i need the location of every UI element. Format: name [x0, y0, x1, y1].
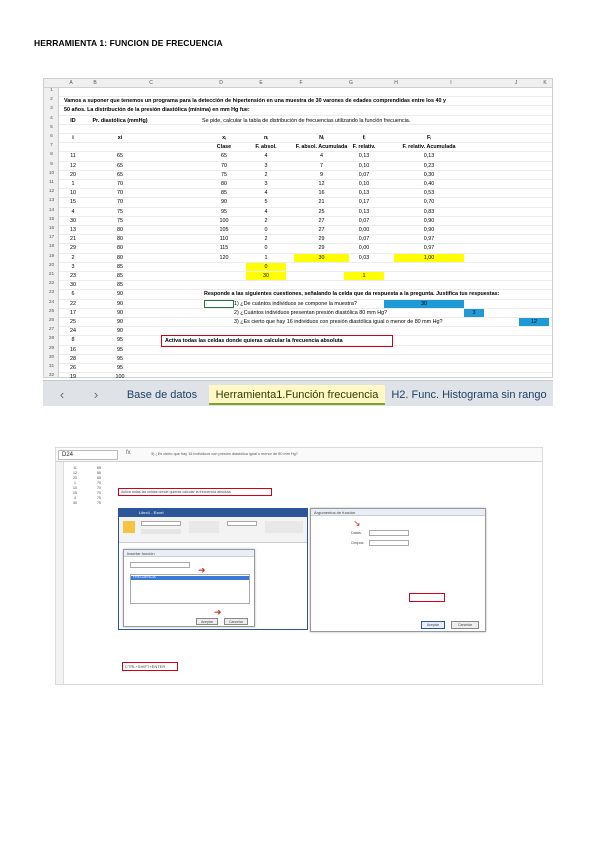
- spreadsheet: [43, 78, 553, 381]
- arrow-marker-icon: ↘: [353, 518, 361, 528]
- tab-base-de-datos[interactable]: Base de datos: [126, 389, 198, 401]
- mini-id-cell: 15: [73, 491, 77, 495]
- freq-table-cell[interactable]: 0: [264, 227, 268, 233]
- freq-table-cell[interactable]: 0,13: [358, 153, 370, 160]
- freq-table-cell[interactable]: 4: [264, 208, 268, 215]
- note-box: [161, 335, 393, 347]
- data-value-cell[interactable]: 95: [117, 337, 123, 344]
- dialog-title: Insertar función: [124, 550, 254, 557]
- freq-table-cell[interactable]: 0,13: [358, 190, 370, 197]
- column-header[interactable]: C: [149, 80, 153, 86]
- data-id-cell[interactable]: 16: [70, 346, 76, 353]
- column-header[interactable]: J: [514, 80, 518, 86]
- freq-table-cell[interactable]: 0,90: [423, 227, 435, 233]
- font-style-buttons[interactable]: [141, 529, 181, 534]
- column-header-bar: [44, 79, 552, 88]
- freq-table-cell[interactable]: 115: [219, 245, 229, 252]
- data-value-cell[interactable]: 90: [117, 300, 123, 307]
- freq-table-cell[interactable]: 4: [264, 153, 268, 160]
- freq-symbol-header: Fᵢ: [426, 135, 432, 141]
- column-header[interactable]: I: [450, 80, 452, 86]
- column-header[interactable]: H: [394, 80, 398, 86]
- freq-table-cell[interactable]: 4: [320, 153, 323, 160]
- mini-id-cell: 1: [74, 481, 76, 485]
- mini-value-cell: 70: [97, 481, 101, 485]
- row-header[interactable]: 13: [48, 198, 55, 204]
- ok-button-2[interactable]: Aceptar: [421, 621, 445, 629]
- freq-table-cell[interactable]: [344, 263, 384, 271]
- freq-table-cell[interactable]: 0,00: [358, 245, 370, 252]
- freq-table-cell[interactable]: 90: [221, 199, 227, 206]
- excel-screenshot-2: [55, 447, 543, 685]
- row-header[interactable]: 16: [48, 226, 55, 231]
- data-id-cell[interactable]: 17: [70, 309, 76, 316]
- column-header[interactable]: G: [349, 80, 353, 86]
- row-header[interactable]: 24: [48, 299, 55, 305]
- data-value-cell[interactable]: 90: [117, 328, 123, 335]
- row-header[interactable]: 6: [50, 134, 53, 139]
- row-header[interactable]: 25: [48, 308, 55, 314]
- data-id-cell[interactable]: 2: [71, 254, 75, 261]
- row-header[interactable]: 32: [48, 373, 55, 379]
- data-value-cell[interactable]: 65: [117, 171, 123, 178]
- row-header[interactable]: 4: [50, 115, 53, 121]
- freq-table-cell[interactable]: 27: [318, 217, 325, 224]
- freq-table-cell[interactable]: 27: [318, 227, 325, 233]
- data-id-cell[interactable]: 13: [70, 227, 76, 233]
- mini-id-cell: 20: [73, 476, 77, 480]
- data-id-cell[interactable]: 30: [70, 282, 76, 289]
- data-id-cell[interactable]: 1: [71, 181, 75, 187]
- data-id-cell[interactable]: 6: [71, 291, 75, 298]
- freq-table-cell[interactable]: 0,10: [358, 181, 370, 187]
- freq-table-cell[interactable]: 0,70: [423, 199, 435, 206]
- freq-table-cell[interactable]: 0,53: [423, 190, 435, 197]
- number-format-select[interactable]: [227, 521, 257, 526]
- data-id-cell[interactable]: 28: [70, 355, 76, 362]
- data-id-cell[interactable]: 20: [70, 171, 76, 178]
- freq-table-cell[interactable]: 0,07: [358, 236, 370, 243]
- row-header[interactable]: 23: [48, 290, 55, 296]
- mini-value-cell: 70: [97, 486, 101, 490]
- freq-column-label: Clase: [216, 144, 232, 151]
- cancel-button-1[interactable]: Cancelar: [224, 618, 248, 625]
- mini-value-cell: 75: [97, 496, 101, 500]
- freq-table-cell[interactable]: 4: [264, 190, 268, 197]
- window-title: Libro1 - Excel: [119, 509, 307, 517]
- data-value-cell[interactable]: 70: [117, 190, 123, 197]
- row-header[interactable]: 15: [48, 216, 55, 222]
- question-text: 2) ¿Cuántos individuos presentan presión diastólica 80 mm Hg?: [234, 309, 388, 316]
- freq-column-label: F. absol. Acumulada: [295, 144, 348, 151]
- row-header[interactable]: 14: [48, 207, 55, 213]
- freq-symbol-header: fᵢ: [362, 135, 366, 141]
- data-id-cell[interactable]: 24: [70, 328, 76, 335]
- tab-h2-histograma[interactable]: H2. Func. Histograma sin rango: [391, 389, 547, 401]
- data-value-cell[interactable]: 65: [117, 162, 123, 169]
- row-header[interactable]: 21: [48, 272, 55, 277]
- data-value-cell[interactable]: 80: [117, 245, 123, 252]
- mini-value-cell: 65: [97, 471, 101, 475]
- row-header[interactable]: 20: [48, 262, 55, 268]
- freq-table-cell[interactable]: 70: [221, 162, 227, 169]
- freq-table-cell[interactable]: [294, 263, 349, 271]
- header-i: i: [72, 135, 74, 141]
- field-label-datos: Datos: [351, 531, 361, 535]
- result-red-box: [409, 593, 445, 602]
- freq-table-cell[interactable]: 0,03: [358, 254, 370, 261]
- mini-data-columns: [66, 466, 126, 516]
- freq-table-cell[interactable]: 0,40: [423, 181, 435, 187]
- freq-table-cell[interactable]: 65: [221, 153, 227, 160]
- answer-cell[interactable]: 12: [519, 318, 549, 326]
- sheet-tabs-bar: [43, 380, 553, 406]
- data-value-cell[interactable]: 85: [117, 263, 123, 270]
- data-value-cell[interactable]: 70: [117, 181, 123, 187]
- data-id-cell[interactable]: 25: [70, 319, 76, 325]
- excel-window: [118, 508, 308, 630]
- data-value-cell[interactable]: 85: [117, 273, 123, 279]
- insert-function-dialog: [123, 549, 255, 627]
- freq-table-cell[interactable]: 29: [318, 245, 325, 252]
- freq-table-cell[interactable]: 0,97: [423, 236, 435, 243]
- freq-table-cell[interactable]: 9: [320, 171, 323, 178]
- row-header[interactable]: 27: [48, 327, 55, 333]
- selected-cell-d24[interactable]: [204, 300, 234, 308]
- freq-symbol-header: xᵢ: [222, 135, 226, 141]
- freq-table-cell[interactable]: 105: [219, 227, 229, 233]
- data-id-cell[interactable]: 21: [70, 236, 76, 243]
- tab-prev-button[interactable]: ‹: [59, 387, 65, 402]
- freq-table-cell[interactable]: 0,13: [423, 153, 435, 160]
- function-list[interactable]: FRECUENCIA: [130, 574, 250, 604]
- freq-table-cell[interactable]: 0,90: [423, 217, 435, 224]
- cancel-button-2[interactable]: Cancelar: [451, 621, 479, 629]
- ribbon: [119, 517, 307, 543]
- row-header-bar: [44, 88, 59, 377]
- questions-title: Responde a las siguientes cuestiones, señalando la celda que da respuesta a la pregunta. Justifica tus respuestas:: [204, 291, 500, 298]
- mini-value-cell: 65: [97, 476, 101, 480]
- row-header[interactable]: 10: [48, 170, 55, 176]
- intro-text: Vamos a suponer que tenemos un programa para la detección de hipertensión en una muestra de 30 varones de edades comprendidas entre los 40 y: [64, 98, 446, 105]
- row-header[interactable]: 8: [50, 152, 53, 158]
- freq-table-cell[interactable]: 16: [318, 190, 325, 197]
- freq-column-label: F. relativ. Acumulada: [402, 144, 456, 151]
- column-header[interactable]: A: [69, 80, 73, 86]
- freq-table-cell[interactable]: 2: [264, 217, 268, 224]
- freq-table-cell[interactable]: 0,17: [358, 199, 370, 206]
- function-search-input[interactable]: [130, 562, 190, 568]
- freq-table-cell[interactable]: 0,30: [423, 171, 435, 178]
- freq-symbol-header: nᵢ: [263, 135, 269, 141]
- tab-next-button[interactable]: ›: [93, 387, 99, 402]
- data-id-cell[interactable]: 12: [70, 162, 76, 169]
- font-select[interactable]: [141, 521, 181, 526]
- data-value-cell[interactable]: 65: [117, 153, 123, 160]
- freq-table-cell[interactable]: 0,07: [358, 217, 370, 224]
- data-id-cell[interactable]: 3: [71, 263, 75, 270]
- fx-icon[interactable]: fx: [126, 450, 131, 456]
- data-id-cell[interactable]: 19: [70, 374, 76, 381]
- freq-table-cell[interactable]: 21: [318, 199, 325, 206]
- freq-symbol-header: Nᵢ: [319, 135, 324, 141]
- data-value-cell[interactable]: 70: [117, 199, 123, 206]
- row-header[interactable]: 19: [48, 253, 55, 259]
- data-value-cell[interactable]: 80: [117, 236, 123, 243]
- freq-table-cell[interactable]: 120: [219, 254, 229, 261]
- row-header[interactable]: 29: [48, 345, 55, 351]
- freq-table-cell[interactable]: 0,10: [358, 162, 370, 169]
- answer-cell[interactable]: 30: [384, 300, 464, 308]
- answer-cell[interactable]: 3: [464, 309, 484, 317]
- row-header[interactable]: 5: [50, 124, 53, 130]
- freq-table-cell[interactable]: 12: [318, 181, 325, 187]
- row-header[interactable]: 17: [48, 235, 55, 241]
- data-id-cell[interactable]: 10: [70, 190, 76, 197]
- freq-table-cell[interactable]: 75: [221, 171, 227, 178]
- arrow-marker-icon: ➜: [198, 565, 206, 575]
- row-header[interactable]: 22: [48, 281, 55, 287]
- freq-table-cell[interactable]: 0: [246, 263, 286, 271]
- formula-content: 3) ¿Es cierto que hay 16 individuos con presión diastólica igual o menor de 80 mm Hg?: [151, 452, 298, 456]
- freq-table-cell[interactable]: 5: [264, 199, 268, 206]
- freq-table-cell[interactable]: 95: [221, 208, 227, 215]
- data-id-cell[interactable]: 30: [70, 217, 76, 224]
- row-header[interactable]: 7: [50, 143, 53, 149]
- document-title: HERRAMIENTA 1: FUNCION DE FRECUENCIA: [34, 38, 223, 48]
- mini-value-cell: 75: [97, 501, 101, 505]
- freq-table-cell[interactable]: 110: [219, 236, 229, 243]
- data-id-cell[interactable]: 22: [70, 300, 76, 307]
- row-header[interactable]: 1: [50, 88, 53, 93]
- freq-table-cell[interactable]: 30: [294, 254, 349, 262]
- freq-table-cell[interactable]: 29: [318, 236, 325, 243]
- freq-table-cell[interactable]: 0,97: [423, 245, 435, 252]
- freq-table-cell[interactable]: 25: [318, 208, 325, 215]
- data-id-cell[interactable]: 26: [70, 365, 76, 371]
- arrow-marker-icon: ➜: [214, 607, 222, 617]
- freq-column-label: F. absol.: [255, 144, 277, 151]
- data-id-cell[interactable]: 23: [70, 273, 76, 279]
- mini-id-cell: 10: [73, 486, 77, 490]
- data-value-cell[interactable]: 90: [117, 319, 123, 325]
- data-id-cell[interactable]: 8: [71, 337, 75, 344]
- mini-id-cell: 11: [73, 466, 77, 470]
- ok-button-1[interactable]: Aceptar: [196, 618, 218, 625]
- freq-column-label: F. relativ.: [352, 144, 376, 151]
- intro-text: 50 años. La distribución de la presión diastólica (mínima) en mm Hg fue:: [64, 107, 250, 114]
- data-value-cell[interactable]: 95: [117, 365, 123, 371]
- mini-value-cell: 70: [97, 491, 101, 495]
- header-id: ID: [70, 117, 76, 124]
- data-value-cell[interactable]: 80: [117, 254, 123, 261]
- note-box-small: Activa todas las celdas donde quieras calcular la frecuencia absoluta: [118, 488, 272, 496]
- freq-table-cell[interactable]: [209, 263, 239, 271]
- data-value-cell[interactable]: 100: [115, 374, 125, 381]
- row-header[interactable]: 30: [48, 354, 55, 360]
- freq-table-cell[interactable]: 1: [264, 254, 268, 261]
- paste-icon[interactable]: [123, 521, 135, 533]
- freq-table-cell[interactable]: 0: [264, 245, 268, 252]
- freq-table-cell[interactable]: 7: [320, 162, 323, 169]
- column-header[interactable]: K: [543, 80, 547, 86]
- data-id-cell[interactable]: 29: [70, 245, 76, 252]
- freq-table-cell[interactable]: 3: [264, 181, 268, 187]
- freq-table-cell[interactable]: 0,00: [358, 227, 370, 233]
- freq-table-cell[interactable]: 0,13: [358, 208, 370, 215]
- task-text: Se pide, calcular la tabla de distribución de frecuencias utilizando la función frecuencia.: [202, 117, 411, 124]
- column-header[interactable]: D: [219, 80, 223, 86]
- freq-table-cell[interactable]: 85: [221, 190, 227, 197]
- row-header[interactable]: 11: [49, 180, 54, 185]
- tab-herramienta1[interactable]: Herramienta1.Función frecuencia: [209, 385, 385, 405]
- row-header[interactable]: 12: [48, 189, 55, 195]
- name-box[interactable]: D24: [58, 450, 118, 460]
- function-arguments-dialog: [310, 508, 486, 632]
- header-pr-diastolica: Pr. diastólica (mmHg): [92, 117, 148, 124]
- data-value-cell[interactable]: 75: [117, 208, 123, 215]
- data-id-cell[interactable]: 15: [70, 199, 76, 206]
- row-header-strip: [56, 462, 64, 684]
- total-f-cell[interactable]: 1: [344, 272, 384, 280]
- data-id-cell[interactable]: 4: [71, 208, 75, 215]
- row-header[interactable]: 18: [48, 244, 55, 250]
- mini-id-cell: 30: [73, 501, 77, 505]
- data-value-cell[interactable]: 95: [117, 355, 123, 362]
- data-value-cell[interactable]: 80: [117, 227, 123, 233]
- row-header[interactable]: 28: [48, 336, 55, 342]
- data-value-cell[interactable]: 75: [117, 217, 123, 224]
- grid-line: [59, 115, 552, 116]
- row-header[interactable]: 9: [50, 161, 53, 167]
- mini-id-cell: 4: [74, 496, 76, 500]
- styles-group[interactable]: [265, 521, 303, 533]
- freq-table-cell[interactable]: 0,83: [423, 208, 435, 215]
- dialog-title: Argumentos de función: [311, 509, 485, 516]
- data-value-cell[interactable]: 95: [117, 346, 123, 353]
- freq-table-cell[interactable]: 3: [264, 162, 268, 169]
- question-text: 1) ¿De cuántos individuos se compone la muestra?: [234, 300, 357, 307]
- row-header[interactable]: 3: [50, 106, 53, 112]
- header-xi: xi: [117, 135, 123, 141]
- total-n-cell[interactable]: 30: [246, 272, 286, 280]
- column-header[interactable]: E: [259, 80, 263, 86]
- row-header[interactable]: 2: [50, 97, 53, 103]
- formula-bar: [56, 448, 542, 462]
- freq-table-cell[interactable]: 100: [219, 217, 229, 224]
- column-header[interactable]: B: [93, 80, 97, 86]
- field-label-grupos: Grupos: [351, 541, 364, 545]
- freq-table-cell[interactable]: 0,23: [423, 162, 435, 169]
- alignment-group[interactable]: [189, 521, 219, 533]
- mini-id-cell: 12: [73, 471, 77, 475]
- column-header[interactable]: F: [299, 80, 303, 86]
- datos-input[interactable]: [369, 530, 409, 536]
- freq-table-cell[interactable]: [394, 263, 464, 271]
- freq-table-cell[interactable]: 0,07: [358, 171, 370, 178]
- freq-table-cell[interactable]: 2: [264, 236, 268, 243]
- grupos-input[interactable]: [369, 540, 409, 546]
- data-value-cell[interactable]: 90: [117, 291, 123, 298]
- shortcut-box: CTRL+SHIFT+ENTER: [122, 662, 178, 671]
- freq-table-cell[interactable]: 80: [221, 181, 227, 187]
- data-value-cell[interactable]: 90: [117, 309, 123, 316]
- data-value-cell[interactable]: 85: [117, 282, 123, 289]
- row-header[interactable]: 31: [48, 364, 55, 369]
- row-header[interactable]: 26: [48, 318, 55, 323]
- freq-table-cell[interactable]: 2: [264, 171, 268, 178]
- note-text: Activa todas las celdas donde quieras calcular la frecuencia absoluta: [165, 338, 343, 345]
- data-id-cell[interactable]: 11: [70, 153, 76, 160]
- mini-value-cell: 65: [97, 466, 101, 470]
- freq-table-cell[interactable]: 1,00: [394, 254, 464, 262]
- question-text: 3) ¿Es cierto que hay 16 individuos con presión diastólica igual o menor de 80 mm Hg?: [234, 319, 443, 325]
